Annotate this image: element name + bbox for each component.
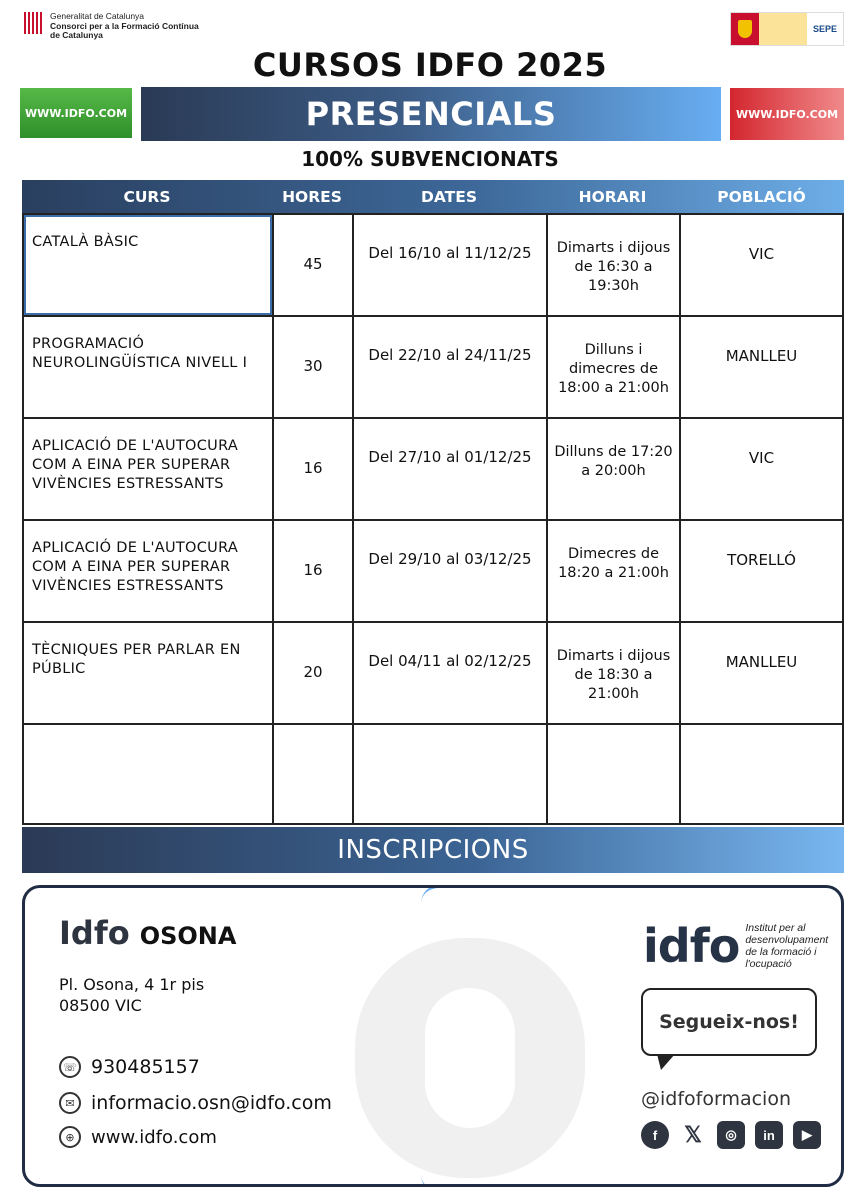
course-schedule: Dilluns i dimecres de 18:00 a 21:00h: [546, 317, 679, 417]
subtitle: 100% SUBVENCIONATS: [301, 147, 559, 171]
social-handle[interactable]: @idfoformacion: [641, 1088, 791, 1110]
course-location: VIC: [679, 419, 844, 519]
course-schedule: Dimecres de 18:20 a 21:00h: [546, 521, 679, 621]
course-location: [679, 725, 844, 823]
course-location: VIC: [679, 215, 844, 315]
course-hours: [272, 725, 352, 823]
course-schedule: Dimarts i dijous de 18:30 a 21:00h: [546, 623, 679, 723]
courses-table: [22, 180, 844, 825]
course-name: CATALÀ BÀSIC: [22, 215, 272, 315]
course-dates: Del 16/10 al 11/12/25: [352, 215, 546, 315]
course-schedule: Dimarts i dijous de 16:30 a 19:30h: [546, 215, 679, 315]
header-hores: HORES: [282, 187, 342, 206]
course-hours: 30: [272, 317, 352, 417]
format-banner: PRESENCIALS: [141, 87, 721, 141]
facebook-icon[interactable]: f: [641, 1121, 669, 1149]
course-name: TÈCNIQUES PER PARLAR EN PÚBLIC: [22, 623, 272, 723]
course-dates: Del 27/10 al 01/12/25: [352, 419, 546, 519]
globe-icon: ⊕: [59, 1126, 81, 1148]
course-hours: 20: [272, 623, 352, 723]
contact-card: [22, 885, 844, 1187]
course-dates: Del 22/10 al 24/11/25: [352, 317, 546, 417]
brand-location: OSONA: [139, 922, 237, 950]
table-row: [22, 315, 844, 417]
idfo-tagline: Institut per al desenvolupament de la formació i l'ocupació: [745, 922, 829, 970]
inscripcions-banner: INSCRIPCIONS: [22, 827, 844, 873]
table-row: [22, 519, 844, 621]
course-dates: Del 04/11 al 02/12/25: [352, 623, 546, 723]
header-dates: DATES: [421, 187, 477, 206]
header-horari: HORARI: [578, 187, 647, 206]
website-link-left[interactable]: WWW.IDFO.COM: [20, 88, 132, 138]
course-location: TORELLÓ: [679, 521, 844, 621]
email-contact[interactable]: [59, 1092, 332, 1114]
phone-number[interactable]: 930485157: [91, 1056, 200, 1078]
header-curs: CURS: [123, 187, 171, 206]
x-icon[interactable]: 𝕏: [684, 1122, 702, 1147]
mail-icon: ✉: [59, 1092, 81, 1114]
email-address[interactable]: informacio.osn@idfo.com: [91, 1092, 332, 1114]
course-name: [22, 725, 272, 823]
course-schedule: [546, 725, 679, 823]
brand: [59, 914, 236, 952]
header-poblacio: POBLACIÓ: [717, 187, 806, 206]
ministry-logo: [730, 12, 844, 46]
table-row-empty: [22, 723, 844, 825]
course-name: APLICACIÓ DE L'AUTOCURA COM A EINA PER SUPERAR VIVÈNCIES ESTRESSANTS: [22, 419, 272, 519]
gencat-flag-icon: [24, 12, 42, 34]
youtube-icon[interactable]: ▶: [793, 1121, 821, 1149]
course-name: PROGRAMACIÓ NEUROLINGÜÍSTICA NIVELL I: [22, 317, 272, 417]
spain-shield-icon: [731, 13, 759, 45]
phone-icon: ☏: [59, 1056, 81, 1078]
course-location: MANLLEU: [679, 623, 844, 723]
speech-tail-icon: [657, 1054, 675, 1070]
sepe-logo: SEPE: [807, 13, 843, 45]
table-row: [22, 621, 844, 723]
gencat-line1: Generalitat de Catalunya: [50, 11, 145, 21]
course-dates: [352, 725, 546, 823]
idfo-logo-word: idfo: [643, 919, 740, 973]
social-icons: [641, 1121, 821, 1149]
address-line2: 08500 VIC: [59, 996, 142, 1015]
course-dates: Del 29/10 al 03/12/25: [352, 521, 546, 621]
web-link[interactable]: www.idfo.com: [91, 1126, 217, 1148]
table-row: [22, 213, 844, 315]
gencat-logo: [24, 12, 199, 41]
gencat-line3: de Catalunya: [50, 30, 103, 40]
address: [59, 974, 204, 1016]
brand-name: Idfo: [59, 914, 130, 952]
course-schedule: Dilluns de 17:20 a 20:00h: [546, 419, 679, 519]
ministry-text-graphic: [759, 13, 807, 45]
page-title: CURSOS IDFO 2025: [252, 46, 608, 84]
linkedin-icon[interactable]: in: [755, 1121, 783, 1149]
gencat-line2: Consorci per a la Formació Contínua: [50, 20, 199, 31]
watermark-logo: [355, 938, 585, 1178]
course-hours: 16: [272, 419, 352, 519]
course-hours: 45: [272, 215, 352, 315]
web-contact[interactable]: [59, 1126, 217, 1148]
instagram-icon[interactable]: ◎: [717, 1121, 745, 1149]
phone-contact[interactable]: [59, 1056, 200, 1078]
address-line1: Pl. Osona, 4 1r pis: [59, 975, 205, 994]
website-link-right[interactable]: WWW.IDFO.COM: [730, 88, 844, 140]
idfo-logo: [643, 919, 837, 973]
table-header: [22, 180, 844, 213]
table-row: [22, 417, 844, 519]
follow-bubble: Segueix-nos!: [641, 988, 817, 1056]
course-name: APLICACIÓ DE L'AUTOCURA COM A EINA PER SUPERAR VIVÈNCIES ESTRESSANTS: [22, 521, 272, 621]
course-hours: 16: [272, 521, 352, 621]
course-location: MANLLEU: [679, 317, 844, 417]
